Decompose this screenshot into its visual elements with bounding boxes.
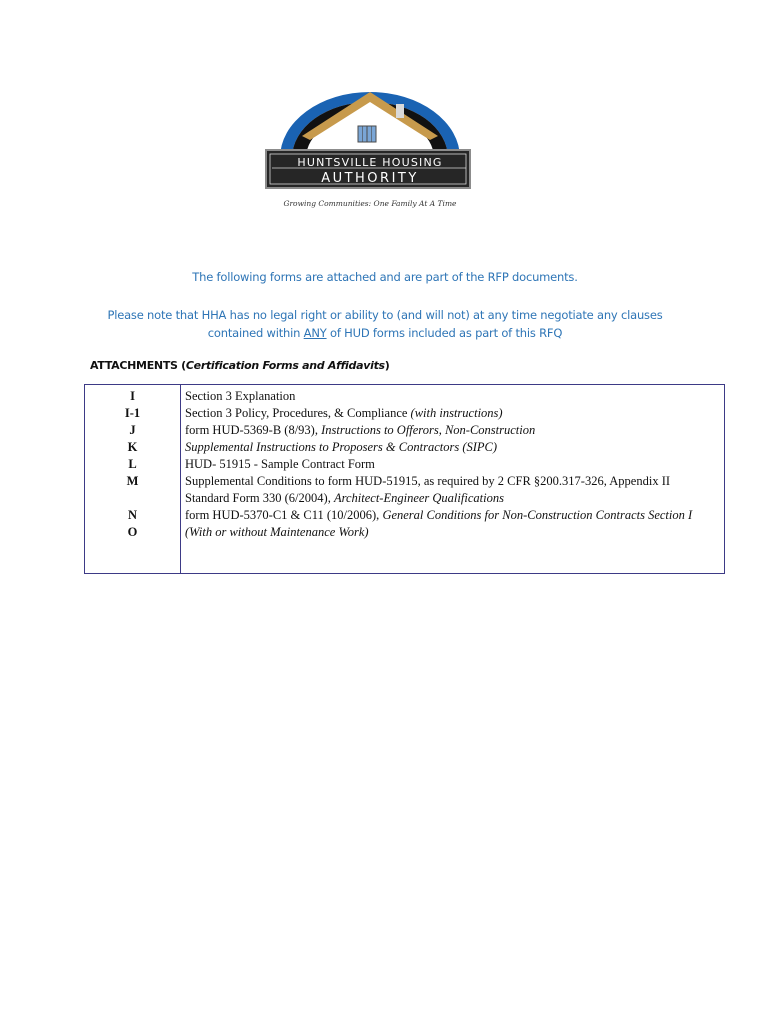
attachment-description (185, 456, 720, 473)
attachment-text: Section 3 Explanation (185, 389, 296, 403)
logo-tagline: Growing Communities: One Family At A Time (283, 199, 457, 208)
attachment-description (185, 507, 720, 541)
attachment-text: form HUD-5370-C1 & C11 (10/2006), (185, 508, 383, 522)
attachments-heading-italic: Certification Forms and Affidavits (185, 359, 385, 372)
attachment-text: form HUD-5369-B (8/93), (185, 423, 322, 437)
attachment-letter: N (127, 508, 138, 522)
attachments-heading-label: ATTACHMENTS ( (90, 359, 186, 372)
attachment-letter-column (85, 385, 181, 573)
attachment-text: HUD- 51915 - Sample Contract Form (185, 457, 375, 471)
huntsville-housing-authority-logo (258, 88, 482, 212)
attachment-italic-text: General Conditions for Non-Construction Contracts Section I (With or without Maintenance Work) (185, 508, 693, 539)
logo-graphic (258, 88, 482, 212)
logo-line2: AUTHORITY (321, 171, 419, 186)
attachment-letter: I (130, 389, 135, 403)
intro-note-part1: Please note that HHA has no legal right or ability to (and will not) at any time negotiate any clauses contained within (107, 308, 663, 340)
attachment-description (185, 490, 720, 507)
intro-note-part2: of HUD forms included as part of this RFQ (326, 326, 563, 340)
attachment-description-column (181, 385, 724, 573)
attachment-description (185, 473, 720, 490)
attachments-heading-close: ) (384, 359, 390, 372)
attachment-text: Supplemental Conditions to form HUD-51915, as required by 2 CFR §200.317-326, Appendix II (185, 474, 671, 488)
logo-line1: HUNTSVILLE HOUSING (297, 156, 443, 169)
attachment-letter: O (127, 525, 138, 539)
attachment-italic-text: Supplemental Instructions to Proposers & Contractors (SIPC) (185, 440, 498, 454)
attachment-description (185, 405, 720, 422)
attachments-heading (90, 359, 390, 372)
intro-note-any: ANY (303, 326, 327, 340)
attachment-italic-text: Instructions to Offerors, Non-Construction (321, 423, 536, 437)
attachments-table (84, 384, 725, 574)
attachment-letter: M (126, 474, 139, 488)
attachment-letter: J (129, 423, 136, 437)
attachment-text: Standard Form 330 (6/2004), (185, 491, 334, 505)
attachment-italic-text: (with instructions) (410, 406, 503, 420)
attachment-description (185, 422, 720, 439)
attachment-italic-text: Architect-Engineer Qualifications (333, 491, 504, 505)
attachment-letter: L (128, 457, 137, 471)
attachment-description (185, 388, 720, 405)
attachment-description (185, 439, 720, 456)
attachment-letter: I-1 (124, 406, 141, 420)
intro-statement: The following forms are attached and are part of the RFP documents. (192, 270, 578, 284)
attachment-letter: K (127, 440, 138, 454)
attachment-text: Section 3 Policy, Procedures, & Compliance (185, 406, 411, 420)
intro-note (80, 306, 690, 342)
